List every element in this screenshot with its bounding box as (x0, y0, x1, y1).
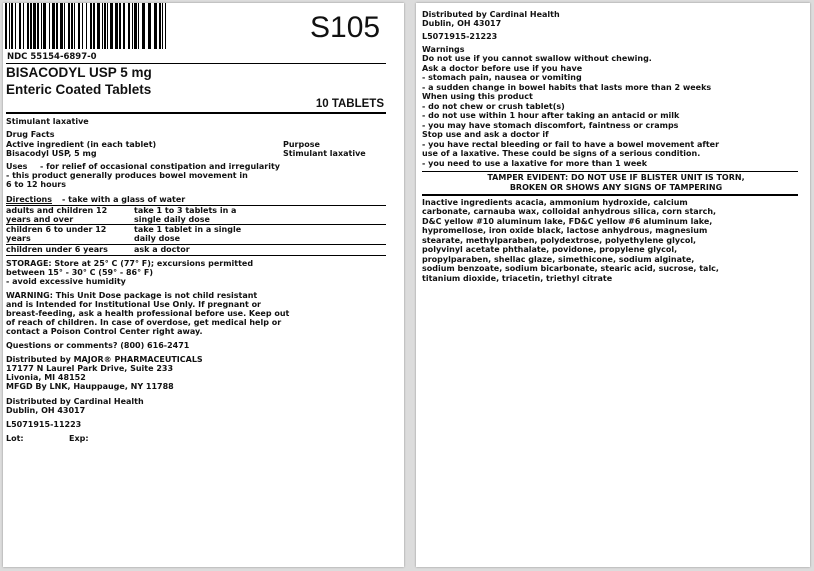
product-code: S105 (310, 11, 381, 44)
barcode-bar (97, 3, 100, 49)
barcode-bar (110, 3, 113, 49)
warning-line: and is Intended for Institutional Use Only. If pregnant or (6, 300, 262, 309)
barcode-bar (43, 3, 46, 49)
barcode-bar (104, 3, 106, 49)
barcode-bar (162, 3, 163, 49)
barcode-bar (5, 3, 7, 49)
warnings-line: - do not chew or crush tablet(s) (422, 102, 565, 111)
warnings-heading: Warnings (422, 45, 465, 54)
warnings-line: - do not use within 1 hour after taking an antacid or milk (422, 111, 680, 120)
directions-row-dose: ask a doctor (134, 245, 190, 254)
barcode (5, 3, 166, 49)
barcode-bar (52, 3, 55, 49)
barcode-bar (138, 3, 139, 49)
barcode-bar (27, 3, 29, 49)
lot-label: Lot: (6, 434, 24, 443)
directions-heading (6, 195, 185, 204)
barcode-bar (93, 3, 95, 49)
uses-heading: Uses (6, 162, 28, 171)
exp-label: Exp: (69, 434, 89, 443)
distributor-line: Livonia, MI 48152 (6, 373, 86, 382)
barcode-bar (68, 3, 70, 49)
barcode-bar (128, 3, 130, 49)
directions-row-who: children under 6 years (6, 245, 108, 254)
drug-facts-title: Drug Facts (6, 130, 55, 139)
tamper-rule-top (422, 171, 798, 172)
warnings-line: Ask a doctor before use if you have (422, 64, 583, 73)
barcode-bar (154, 3, 157, 49)
warnings-line: - a sudden change in bowel habits that lasts more than 2 weeks (422, 83, 712, 92)
directions-row-who: years and over (6, 215, 74, 224)
distributor-line: Distributed by Cardinal Health (422, 10, 560, 19)
warnings-line: When using this product (422, 92, 533, 101)
warnings-line: - stomach pain, nausea or vomiting (422, 73, 582, 82)
warnings-line: Stop use and ask a doctor if (422, 130, 549, 139)
inactive-line: stearate, methylparaben, polydextrose, polyethylene glycol, (422, 236, 697, 245)
barcode-bar (33, 3, 36, 49)
barcode-bar (9, 3, 10, 49)
storage-line: STORAGE: Store at 25° C (77° F); excursions permitted (6, 259, 254, 268)
directions-row-dose: daily dose (134, 234, 181, 243)
directions-heading-text: Directions (6, 195, 53, 204)
tamper-line: BROKEN OR SHOWS ANY SIGNS OF TAMPERING (509, 183, 723, 192)
warning-line: contact a Poison Control Center right away. (6, 327, 203, 336)
front-label-panel (3, 3, 404, 567)
barcode-bar (119, 3, 121, 49)
barcode-bar (134, 3, 137, 49)
distributor-line: Distributed by MAJOR® PHARMACEUTICALS (6, 355, 203, 364)
barcode-bar (56, 3, 58, 49)
barcode-bar (19, 3, 21, 49)
warning-line: WARNING: This Unit Dose package is not child resistant (6, 291, 258, 300)
inactive-line: titanium dioxide, triacetin, triethyl citrate (422, 274, 613, 283)
barcode-bar (142, 3, 145, 49)
barcode-bar (102, 3, 103, 49)
inactive-line: sodium benzoate, sodium bicarbonate, stearic acid, sucrose, talc, (422, 264, 719, 273)
directions-row-dose: take 1 tablet in a single (134, 225, 242, 234)
distributor-line: Dublin, OH 43017 (422, 19, 502, 28)
inactive-line: polyvinyl acetate phthalate, povidone, propylene glycol, (422, 245, 678, 254)
distributor-line: Dublin, OH 43017 (6, 406, 86, 415)
barcode-bar (115, 3, 118, 49)
storage-line: - avoid excessive humidity (6, 277, 126, 286)
distributor-line: 17177 N Laurel Park Drive, Suite 233 (6, 364, 174, 373)
purpose-value: Stimulant laxative (283, 149, 366, 158)
warning-line: breast-feeding, ask a health professional before use. Keep out (6, 309, 290, 318)
barcode-bar (159, 3, 161, 49)
barcode-bar (90, 3, 92, 49)
tablet-count: 10 TABLETS (315, 98, 384, 110)
divider (6, 63, 386, 64)
inactive-line: hypromellose, iron oxide black, lactose anhydrous, magnesium (422, 226, 708, 235)
barcode-bar (41, 3, 42, 49)
barcode-bar (86, 3, 87, 49)
uses-line: - for relief of occasional constipation and irregularity (40, 162, 281, 171)
directions-intro: - take with a glass of water (62, 195, 186, 204)
tamper-line: TAMPER EVIDENT: DO NOT USE IF BLISTER UNIT IS TORN, (487, 173, 745, 182)
ndc-number: NDC 55154-6897-0 (7, 52, 97, 62)
barcode-bar (165, 3, 166, 49)
purpose-heading: Purpose (283, 140, 320, 149)
directions-row-who: years (6, 234, 31, 243)
tamper-rule-bottom (422, 194, 798, 196)
barcode-bar (107, 3, 108, 49)
barcode-bar (37, 3, 39, 49)
barcode-bar (123, 3, 125, 49)
questions-line: Questions or comments? (800) 616-2471 (6, 341, 190, 350)
inactive-line: carbonate, carnauba wax, colloidal anhydrous silica, corn starch, (422, 207, 717, 216)
divider (6, 112, 386, 114)
barcode-bar (49, 3, 50, 49)
distributor-line: Distributed by Cardinal Health (6, 397, 144, 406)
active-ingredient-heading: Active ingredient (in each tablet) (6, 140, 157, 149)
barcode-bar (30, 3, 32, 49)
barcode-bar (15, 3, 16, 49)
barcode-bar (132, 3, 133, 49)
drug-name: BISACODYL USP 5 mg (6, 65, 152, 80)
warnings-line: - you have rectal bleeding or fail to have a bowel movement after (422, 140, 720, 149)
barcode-graphic (5, 3, 166, 49)
directions-row-who: children 6 to under 12 (6, 225, 107, 234)
directions-row-dose: take 1 to 3 tablets in a (134, 206, 237, 215)
uses-line: 6 to 12 hours (6, 180, 66, 189)
inactive-line: propylparaben, shellac glaze, simethicone, sodium alginate, (422, 255, 695, 264)
barcode-bar (74, 3, 75, 49)
barcode-bar (148, 3, 151, 49)
barcode-bar (78, 3, 80, 49)
inactive-line: Inactive ingredients acacia, ammonium hydroxide, calcium (422, 198, 688, 207)
directions-row-who: adults and children 12 (6, 206, 108, 215)
back-label-panel (416, 3, 810, 567)
warnings-line: - you may have stomach discomfort, faintness or cramps (422, 121, 679, 130)
directions-row-dose: single daily dose (134, 215, 210, 224)
warnings-line: Do not use if you cannot swallow without chewing. (422, 54, 652, 63)
distributor-line: MFGD By LNK, Hauppauge, NY 11788 (6, 382, 174, 391)
lot-code: L5071915-21223 (422, 32, 498, 41)
table-rule (6, 255, 386, 256)
warnings-line: - you need to use a laxative for more than 1 week (422, 159, 648, 168)
barcode-bar (64, 3, 65, 49)
warnings-line: use of a laxative. These could be signs of a serious condition. (422, 149, 701, 158)
barcode-bar (71, 3, 73, 49)
barcode-bar (11, 3, 13, 49)
warning-line: of reach of children. In case of overdose, get medical help or (6, 318, 282, 327)
drug-form: Enteric Coated Tablets (6, 82, 152, 97)
storage-line: between 15° - 30° C (59° - 86° F) (6, 268, 154, 277)
uses-line: - this product generally produces bowel movement in (6, 171, 248, 180)
inactive-line: D&C yellow #10 aluminum lake, FD&C yellow #6 aluminum lake, (422, 217, 713, 226)
active-ingredient-value: Bisacodyl USP, 5 mg (6, 149, 97, 158)
barcode-bar (82, 3, 83, 49)
barcode-bar (23, 3, 24, 49)
product-category: Stimulant laxative (6, 117, 89, 126)
tamper-evident-notice (436, 173, 796, 193)
barcode-bar (60, 3, 63, 49)
lot-code: L5071915-11223 (6, 420, 82, 429)
